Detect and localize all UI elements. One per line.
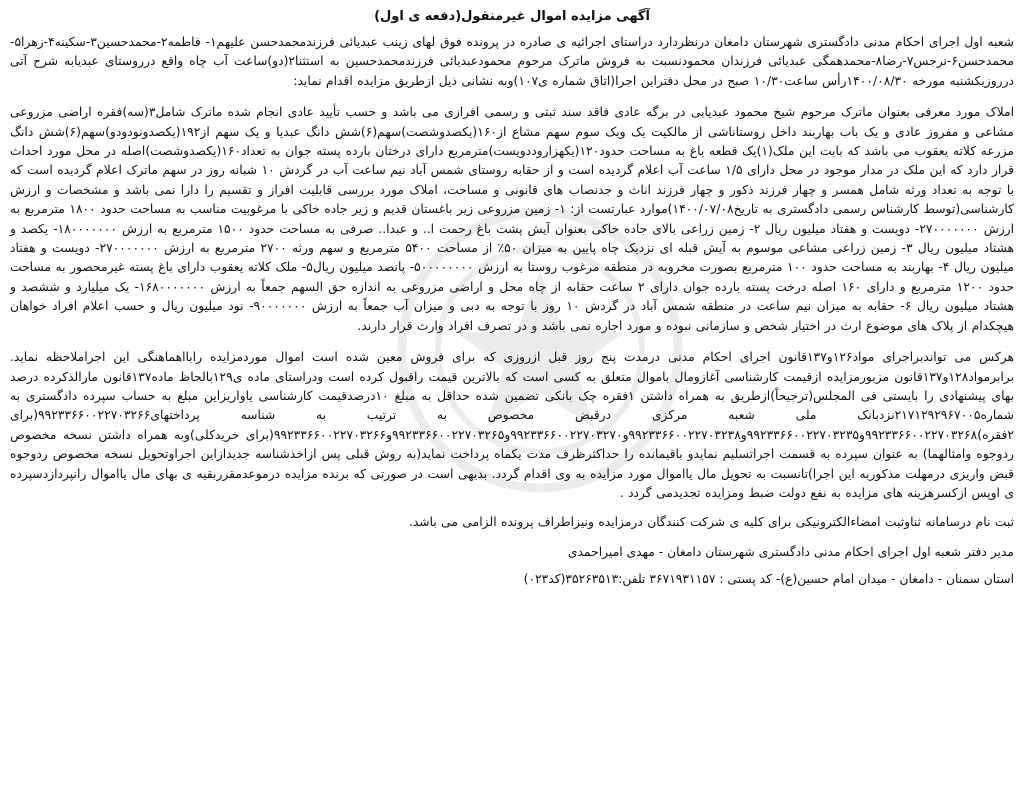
notice-intro-paragraph: شعبه اول اجرای احکام مدنی دادگستری شهرستان دامغان درنظردارد دراستای اجرائیه ی صادره در پرونده فوق لهای زینب عبدیائی فرزندمحمدحسن علیهم۱- فاطمه۲-محمدحسین۳-سکینه۴-زهرا۵-محمدحسن۶-نرجس۷-رضا۸-محمدهمگی عبدیائی فرزندان محمودنسبت به فروش ماترک مرحوم محمودعبدیائی فرزندمحمدحسین به استثنا۲(دو)ساعت آب چاه واقع درروستای عبدیابه شرح آتی درروزیکشنبه مورخه ۱۴۰۰/۰۸/۳۰رأس ساعت۱۰/۳۰ صبح در محل دفتراین اجرا(اتاق شماره ی۱۰۷)وبه نشانی ذیل ازطریق مزایده اقدام نماید: bbox=[10, 35, 1014, 88]
office-address: استان سمنان - دامغان - میدان امام حسین(ع)- کد پستی : ۳۶۷۱۹۳۱۱۵۷ تلفن:۳۵۲۶۳۵۱۳(کد۰۲۳) bbox=[523, 572, 1014, 587]
registration-note: ثبت نام درسامانه ثناوثبت امضاءالکترونیکی برای کلیه ی شرکت کنندگان درمزایده ونیزاطراف پرونده الزامی می باشد. bbox=[408, 515, 1014, 530]
property-description-paragraph: املاک مورد معرفی بعنوان ماترک مرحوم شیخ محمود عبدیابی در برگه عادی فاقد سند ثبتی و رسمی افرازی می باشد و حسب تأیید عادی انجام شده ماترک شامل۳(سه)فقره اراضی مزروعی مشاعی و مفروز عادی و یک باب بهاربند داخل روستاناشی از مالکیت یک ویک سوم سهم مشاع از۱۶۰(یکصدوشصت)سهم(۶)شش دانگ عبدیا و یک سهم از۱۹۲(یکصدونودودو)سهم(۶)شش دانگ مزرعه کلاته یعقوب می باشد که بابت این ملک(۱)یک قطعه باغ به مساحت حدود۱۲۰(یکهزاروددویست)مترمربع دارای درختان بارده پسته جوان به تعداد۱۶۰(یکصدوشصت)اصله در محل مورد احداث قرار دارد که این ملک در مدار موجود در محل دارای ۱/۵ ساعت آب اعلام گردیده است و از حقابه روستای شمس آباد نیم ساعت آب در گردش ۱۰ شبانه روز در سهم ماترک اعلام گردیده است که با توجه به تعداد ورثه شامل همسر و چهار فرزند ذکور و چهار فرزند اناث و جدنصاب های قانونی و مساحت، املاک مورد بررسی قابلیت افراز و تقسیم را دارا نمی باشد و مشخصات و ارزش کارشناسی(توسط کارشناس رسمی دادگستری به تاریخ۱۴۰۰/۰۷/۰۸)موارد عبارتست از: ۱- زمین مزروعی زیر باغستان قدیم و زیر جاده خاکی با مرغوبیت مناسب به مساحت حدود ۱۸۰۰ مترمربع به ارزش ۲۷۰۰۰۰۰۰۰- دویست و هفتاد میلیون ریال ۲- زمین زراعی بالای جاده خاکی بعنوان آیش پشت باغ رحمت ا.. و عبدا.. صرفی به مساحت حدود ۱۵۰۰ مترمربع به ارزش ۱۸۰۰۰۰۰۰۰- یکصد و هشتاد میلیون ریال ۳- زمین زراعی مشاعی موسوم به آیش قبله ای نزدیک چاه پایین به میزان ۵۰٪ از مساحت ۵۴۰۰ مترمربع و سهم ورثه ۲۷۰۰ مترمربع به ارزش ۲۷۰۰۰۰۰۰۰- دویست و هفتاد میلیون ریال ۴- بهاربند به مساحت حدود ۱۰۰ مترمربع بصورت مخروبه در منطقه مرغوب روستا به ارزش ۵۰۰۰۰۰۰۰۰- پانصد میلیون ریال۵- ملک کلاته یعقوب دارای باغ پسته غیرمحصور به مساحت حدود ۱۲۰۰ مترمربع و دارای ۱۶۰ اصله درخت پسته بارده جوان دارای ۲ ساعت حقابه از چاه محل و اراضی مزروعی به اندازه حق السهم جمعاً به ارزش ۱۶۸۰۰۰۰۰۰۰- یک میلیارد و ششصد و هشتاد میلیون ریال ۶- حقابه به میزان نیم ساعت در منطقه شمس آباد در گردش ۱۰ روز با توجه به دبی و میزان آب جمعاً به ارزش ۹۰۰۰۰۰۰۰- نود میلیون ریال و حسب اعلام افراد خواهان هیچکدام از پلاک های موضوع ارث در اختیار شخص و سازمانی نبوده و مورد اجاره نمی باشد و در تصرف افراد وارث قرار دارند. bbox=[10, 105, 1015, 333]
auction-terms-paragraph: هرکس می تواندبراجرای مواد۱۲۶و۱۳۷قانون اجرای احکام مدنی درمدت پنج روز قبل ازروزی که برای فروش معین شده است اموال موردمزایده رابااهماهنگی این اجراملاحظه نماید. برابرمواد۱۲۸و۱۳۷قانون مزبورمزایده ازقیمت کارشناسی آغازومال باموال متعلق به کسی است که بالاترین قیمت راقبول کرده است ودراستای ماده ی۱۲۹بالحاظ ماده۱۳۷قانون مارالذکرده درصد بهای پیشنهادی را بایستی فی المجلس(ترجیحاً)ازطریق به همراه داشتن ۱فقره چک بانکی تضمین شده حداقل به مبلغ ۱۰درصدقیمت کارشناسی یاواریزاین مبلغ به حساب سپرده دادگستری به شماره۲۱۷۱۲۹۲۹۶۷۰۰۵نزدبانک ملی شعبه مرکزی درقبض مخصوص به ترتیب به شناسه پرداختهای۹۹۲۳۳۶۶۰۰۲۲۷۰۳۲۶۶(برای ۲فقره)۹۹۲۳۳۶۶۰۰۲۲۷۰۳۲۶۸و۹۹۲۳۳۶۶۰۰۲۲۷۰۳۲۳۵و۹۹۲۳۳۶۶۰۰۲۲۷۰۳۲۳۸و۹۹۲۳۳۶۶۰۰۲۲۷۰۳۲۷۰و۹۹۲۳۳۶۶۰۰۲۲۷۰۳۲۶۵و۹۹۲۳۳۶۶۰۰۲۲۷۰۳۲۶۶(برای خریدکلی)وبه همراه داشتن نسخه مخصوص ردوجوه وامثالهما) به عنوان سپرده به قسمت اجراتسلیم نمایدو باقیمانده را حداکثرظرف مدت یکماه پرداخت نماید(به روش قبلی پس ازاخذشناسه جدیدازاین اجراوتحویل نسخه مخصوص ردوجوه قبض واریزی درمهلت مذکوربه این اجرا)تانسبت به تحویل مال یااموال مورد مزایده به وی اقدام گردد. بدیهی است در صورتی که برنده مزایده درموعدمقرربقیه ی بهای مال یااموال رانپردازدسپرده ی اوپس ازکسرهزینه های مزایده به نفع دولت ضبط ومزایده تجدیدمی گردد . bbox=[10, 350, 1014, 500]
notice-title: آگهی مزایده اموال غیرمنقول(دفعه ی اول) bbox=[374, 9, 650, 24]
signature-line: مدیر دفتر شعبه اول اجرای احکام مدنی دادگستری شهرستان دامغان - مهدی امیراحمدی bbox=[567, 544, 1014, 559]
